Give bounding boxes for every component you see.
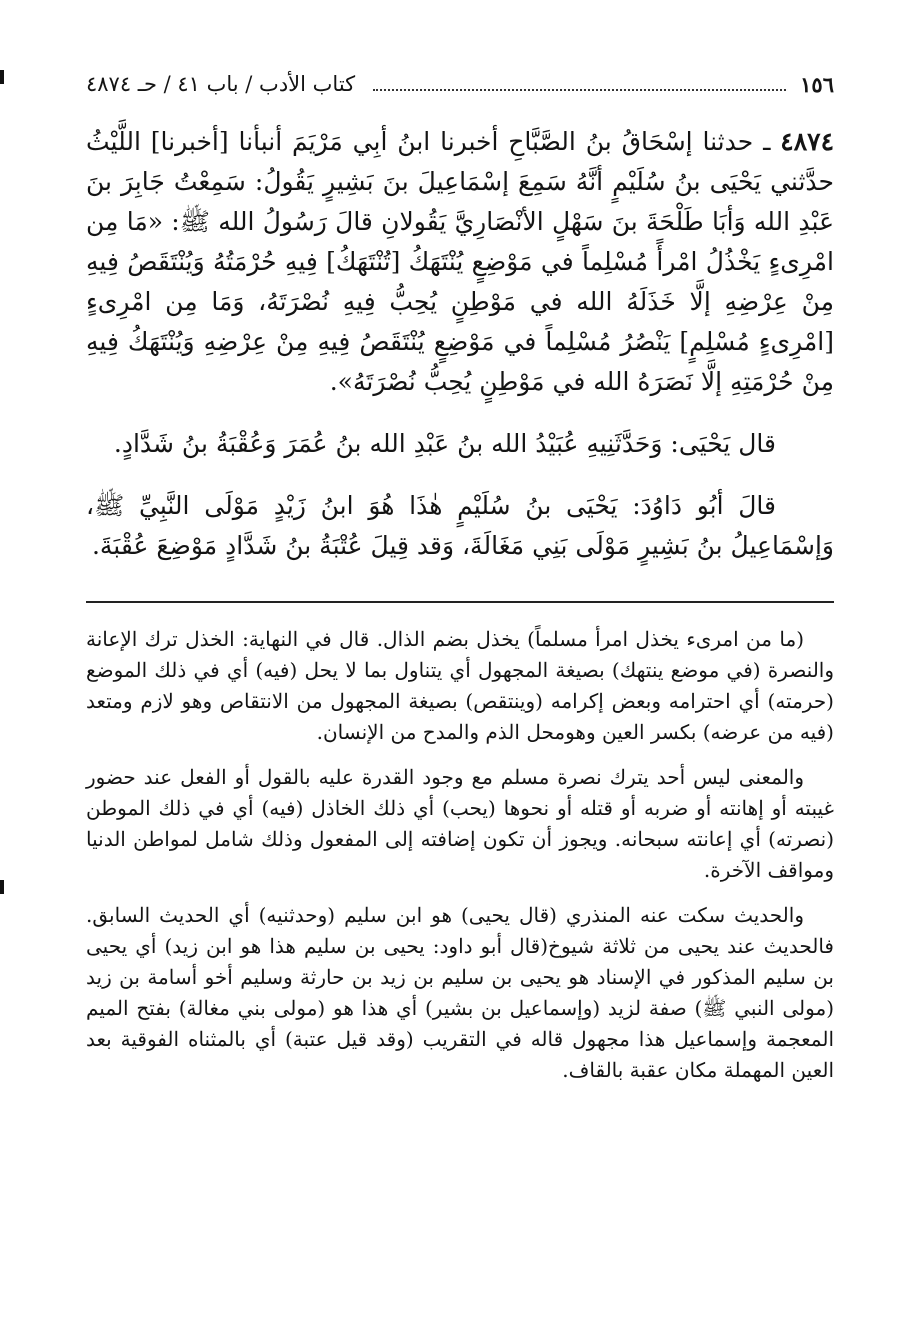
page-header bbox=[86, 64, 834, 104]
scan-margin-mark bbox=[0, 880, 4, 894]
page-number: ١٥٦ bbox=[800, 71, 834, 97]
narration-yahya: قال يَحْيَى: وَحَدَّثَنِيهِ عُبَيْدُ الله بنُ عَبْدِ الله بنُ عُمَرَ وَعُقْبَةُ بنُ شَدَّادٍ. bbox=[113, 429, 776, 458]
hadith-text bbox=[86, 122, 834, 588]
commentary-paragraph: والمعنى ليس أحد يترك نصرة مسلم مع وجود القدرة عليه بالقول أو الفعل عند حضور غيبته أو إهانته أو ضربه أو قتله أو نحوها (يحب) أي ذلك الخاذل (فيه) أي في ذلك الموطن (نصرته) أي إعانته سبحانه. ويجوز أن تكون إضافته إلى المفعول وذلك شامل لمواطن الدنيا ومواقف الآخرة. bbox=[86, 765, 834, 882]
scan-margin-mark bbox=[0, 70, 4, 84]
commentary bbox=[86, 624, 834, 1100]
commentary-paragraph: والحديث سكت عنه المنذري (قال يحيى) هو ابن سليم (وحدثنيه) أي الحديث السابق. فالحديث عند يحيى من ثلاثة شيوخ(قال أبو داود: يحيى بن سليم هذا هو ابن زيد) أي يحيى بن سليم المذكور في الإسناد هو يحيى بن سليم بن زيد بن حارثة وسليم أخو أسامة بن زيد (مولى النبي ﷺ) صفة لزيد (وإسماعيل بن بشير) أي هذا هو (مولى بني مغالة) بفتح الميم المعجمة وإسماعيل هذا مجهول قاله في التقريب (وقد قيل عتبة) أي بالمثناه الفوقية بعد العين المهملة مكان عقبة بالقاف. bbox=[86, 903, 834, 1082]
narration-abu-dawud: قالَ أبُو دَاوُدَ: يَحْيَى بنُ سُلَيْمٍ هٰذَا هُوَ ابنُ زَيْدٍ مَوْلَى النَّبِيِّ ﷺ، وَإسْمَاعِيلُ بنُ بَشِيرٍ مَوْلَى بَنِي مَغَالَةَ، وَقد قِيلَ عُتْبَةُ بنُ شَدَّادٍ مَوْضِعَ عُقْبَةَ. bbox=[86, 491, 834, 560]
running-title: كتاب الأدب / باب ٤١ / حـ ٤٨٧٤ bbox=[86, 72, 356, 96]
commentary-paragraph: (ما من امرىء يخذل امرأ مسلماً) يخذل بضم الذال. قال في النهاية: الخذل ترك الإعانة والنصرة (في موضع ينتهك) بصيغة المجهول أي يتناول بما لا يحل (فيه) أي في ذلك الموضع (حرمته) أي احترامه وبعض إكرامه (وينتقص) بصيغة المجهول من الانتقاص وهو لازم ومتعد (فيه من عرضه) بكسر العين وهومحل الذم والمدح من الإنسان. bbox=[86, 627, 834, 744]
footnote-divider bbox=[86, 601, 834, 603]
hadith-isnad-matn: ـ حدثنا إسْحَاقُ بنُ الصَّبَّاحِ أخبرنا ابنُ أبِي مَرْيَمَ أنبأنا [أخبرنا] اللَّيْثُ حدَّثني يَحْيَى بنُ سُلَيْمٍ أنَّهُ سَمِعَ إسْمَاعِيلَ بنَ بَشِيرٍ يَقُولُ: سَمِعْتُ جَابِرَ بنَ عَبْدِ الله وَأبَا طَلْحَةَ بنَ سَهْلٍ الأنْصَارِيَّ يَقُولانِ قالَ رَسُولُ الله ﷺ: «مَا مِن امْرِىءٍ يَخْذُلُ امْرأً مُسْلِماً في مَوْضِعٍ يُنْتَهَكُ [تُنْتَهَكُ] فِيهِ حُرْمَتُهُ وَيُنْتَقَصُ فِيهِ مِنْ عِرْضِهِ إلَّا خَذَلَهُ الله في مَوْطِنٍ يُحِبُّ فِيهِ نُصْرَتَهُ، وَمَا مِن امْرِىءٍ [امْرِىءٍ مُسْلِمٍ] يَنْصُرُ مُسْلِماً في مَوْضِعٍ يُنْتَقَصُ فِيهِ مِنْ عِرْضِهِ وَيُنْتَهَكُ فِيهِ مِنْ حُرْمَتِهِ إلَّا نَصَرَهُ الله في مَوْطِنٍ يُحِبُّ نُصْرَتَهُ». bbox=[86, 127, 834, 396]
hadith-paragraph bbox=[86, 122, 834, 402]
hadith-number: ٤٨٧٤ bbox=[780, 127, 835, 156]
dotted-leader bbox=[373, 89, 786, 91]
